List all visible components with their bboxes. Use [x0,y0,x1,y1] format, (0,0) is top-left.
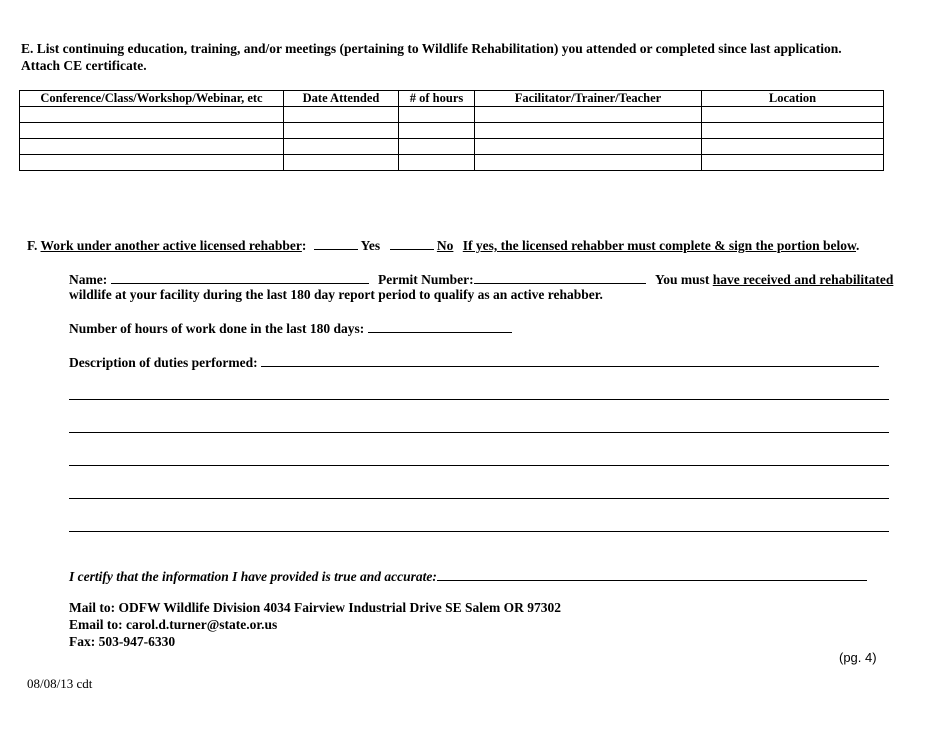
name-field[interactable] [111,270,369,284]
table-row [20,155,884,171]
table-cell[interactable] [702,123,884,139]
table-cell[interactable] [399,123,475,139]
table-cell[interactable] [475,139,702,155]
continuing-education-table [19,90,884,171]
no-label: No [436,238,454,253]
permit-number-field[interactable] [474,270,646,284]
hours-field[interactable] [368,319,512,333]
revision-date: 08/08/13 cdt [27,676,93,691]
section-f-period: . [856,238,860,253]
must-underlined: have received and rehabilitated [712,272,894,287]
table-cell[interactable] [284,107,399,123]
email-address: Email to: carol.d.turner@state.or.us [69,617,278,632]
no-blank[interactable] [390,236,434,250]
table-cell[interactable] [702,139,884,155]
section-f-question [27,236,859,254]
active-rehabber-requirement: wildlife at your facility during the last 180 day report period to qualify as an active rehabber. [69,287,603,302]
table-cell[interactable] [284,123,399,139]
must-prefix: You must [654,272,710,287]
column-header-conference: Conference/Class/Workshop/Webinar, etc [20,91,284,107]
certification-line [69,567,867,585]
table-cell[interactable] [399,155,475,171]
section-e-instruction: E. List continuing education, training, and/or meetings (pertaining to Wildlife Rehabilitation) you attended or completed since last application. [21,41,842,56]
table-cell[interactable] [475,107,702,123]
table-cell[interactable] [475,155,702,171]
duties-continuation-line[interactable] [69,465,889,466]
section-f-prefix: F. [27,238,38,253]
table-cell[interactable] [20,155,284,171]
table-row [20,107,884,123]
duties-continuation-line[interactable] [69,498,889,499]
table-cell[interactable] [475,123,702,139]
page-number: (pg. 4) [839,650,877,665]
yes-label: Yes [360,238,381,253]
table-cell[interactable] [20,139,284,155]
permit-label: Permit Number: [377,272,474,287]
certify-label: I certify that the information I have provided is true and accurate: [69,569,437,584]
yes-blank[interactable] [314,236,358,250]
hours-label: Number of hours of work done in the last 180 days: [69,321,365,336]
table-cell[interactable] [284,155,399,171]
table-cell[interactable] [20,107,284,123]
table-cell[interactable] [702,155,884,171]
duties-continuation-line[interactable] [69,531,889,532]
section-f-colon: : [301,238,307,253]
name-label: Name: [69,272,108,287]
duties-field[interactable] [261,353,879,367]
table-cell[interactable] [399,107,475,123]
fax-number: Fax: 503-947-6330 [69,634,176,649]
table-cell[interactable] [399,139,475,155]
column-header-location: Location [702,91,884,107]
table-row [20,139,884,155]
duties-continuation-line[interactable] [69,432,889,433]
column-header-facilitator: Facilitator/Trainer/Teacher [475,91,702,107]
hours-line [69,319,512,337]
table-row [20,123,884,139]
rehabber-info-line [69,270,893,288]
mail-address: Mail to: ODFW Wildlife Division 4034 Fairview Industrial Drive SE Salem OR 97302 [69,600,562,615]
section-f-instruction: If yes, the licensed rehabber must complete & sign the portion below [462,238,857,253]
table-cell[interactable] [284,139,399,155]
column-header-hours: # of hours [399,91,475,107]
section-e-attach-note: Attach CE certificate. [21,58,147,73]
section-f-label: Work under another active licensed rehabber [40,238,302,253]
table-cell[interactable] [702,107,884,123]
table-header-row [20,91,884,107]
duties-continuation-line[interactable] [69,399,889,400]
table-cell[interactable] [20,123,284,139]
duties-line [69,353,879,371]
signature-field[interactable] [437,567,867,581]
column-header-date-attended: Date Attended [284,91,399,107]
duties-label: Description of duties performed: [69,355,258,370]
